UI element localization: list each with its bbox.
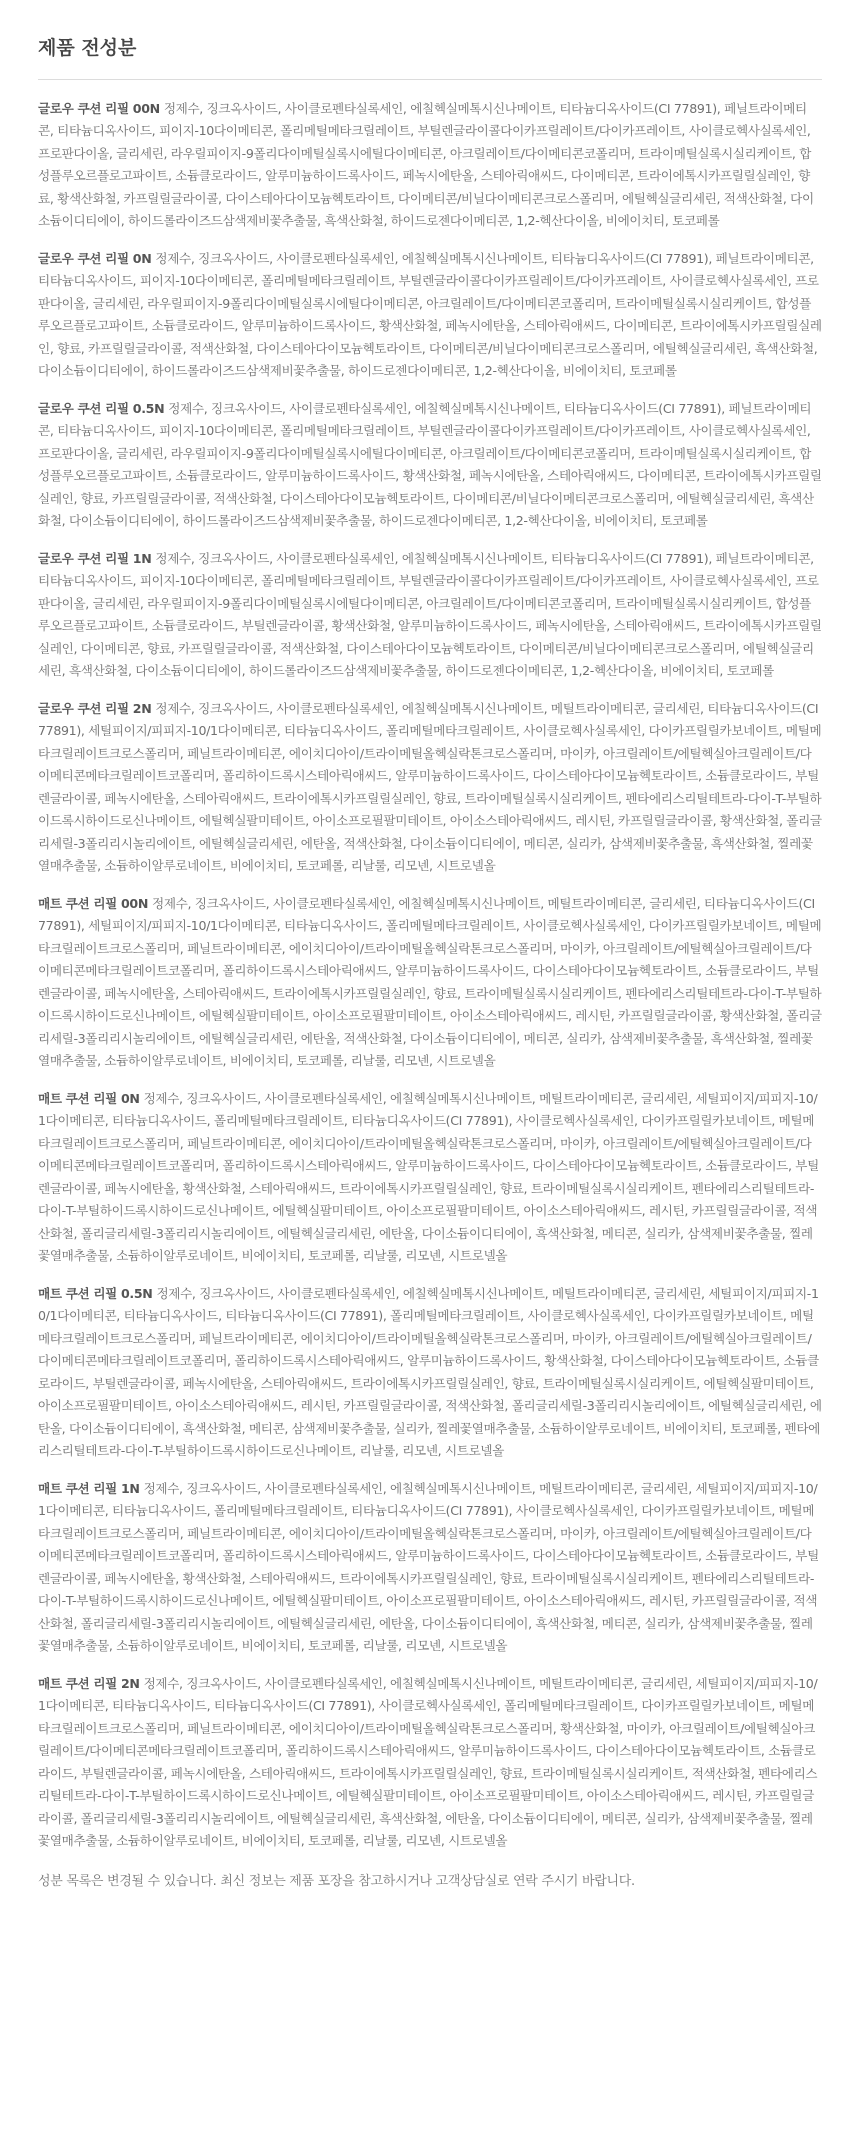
product-entry [38,698,822,878]
product-ingredients: 정제수, 징크옥사이드, 사이클로펜타실록세인, 에칠헥실메톡시신나메이트, 티타늄디옥사이드(CI 77891), 페닐트라이메티콘, 티타늄디옥사이드, 피이지-10다이메티콘, 폴리메틸메타크릴레이트, 부틸렌글라이콜다이카프릴레이트/다이카프레이트, 사이클로헥사실록세인, 프로판다이올, 글리세린, 라우릴피이지-9폴리다이메틸실록시에틸다이메티콘, 아크릴레이트/다이메티콘코폴리머, 트라이메틸실록시실리케이트, 합성플루오르플로고파이트, 소듐클로라이드, 알루미늄하이드록사이드, 황색산화철, 페녹시에탄올, 스테아릭애씨드, 다이메티콘, 트라이에톡시카프릴릴실레인, 향료, 카프릴릴글라이콜, 적색산화철, 다이스테아다이모늄헥토라이트, 다이메티콘/비닐다이메티콘크로스폴리머, 에틸헥실글리세린, 흑색산화철, 다이소듐이디티에이, 하이드롤라이즈드삼색제비꽃추출물, 하이드로젠다이메티콘, 1,2-헥산다이올, 비에이치티, 토코페롤 [38,250,822,379]
product-ingredients: 정제수, 징크옥사이드, 사이클로펜타실록세인, 에칠헥실메톡시신나메이트, 티타늄디옥사이드(CI 77891), 페닐트라이메티콘, 티타늄디옥사이드, 피이지-10다이메티콘, 폴리메틸메타크릴레이트, 부틸렌글라이콜다이카프릴레이트/다이카프레이트, 사이클로헥사실록세인, 프로판다이올, 글리세린, 라우릴피이지-9폴리다이메틸실록시에틸다이메티콘, 아크릴레이트/다이메티콘코폴리머, 트라이메틸실록시실리케이트, 합성플루오르플로고파이트, 소듐클로라이드, 알루미늄하이드록사이드, 황색산화철, 페녹시에탄올, 스테아릭애씨드, 다이메티콘, 트라이에톡시카프릴릴실레인, 향료, 카프릴릴글라이콜, 적색산화철, 다이스테아다이모늄헥토라이트, 다이메티콘/비닐다이메티콘크로스폴리머, 에틸헥실글리세린, 흑색산화철, 다이소듐이디티에이, 하이드롤라이즈드삼색제비꽃추출물, 하이드로젠다이메티콘, 1,2-헥산다이올, 비에이치티, 토코페롤 [38,400,822,529]
page-title: 제품 전성분 [38,36,822,80]
product-name: 글로우 쿠션 리필 1N [38,550,152,566]
product-ingredients: 정제수, 징크옥사이드, 사이클로펜타실록세인, 에칠헥실메톡시신나메이트, 티타늄디옥사이드(CI 77891), 페닐트라이메티콘, 티타늄디옥사이드, 피이지-10다이메티콘, 폴리메틸메타크릴레이트, 부틸렌글라이콜다이카프릴레이트/다이카프레이트, 사이클로헥사실록세인, 프로판다이올, 글리세린, 라우릴피이지-9폴리다이메틸실록시에틸다이메티콘, 아크릴레이트/다이메티콘코폴리머, 트라이메틸실록시실리케이트, 합성플루오르플로고파이트, 소듐클로라이드, 부틸렌글라이콜, 황색산화철, 알루미늄하이드록사이드, 페녹시에탄올, 스테아릭애씨드, 트라이에톡시카프릴릴실레인, 다이메티콘, 향료, 카프릴릴글라이콜, 적색산화철, 다이스테아다이모늄헥토라이트, 다이메티콘/비닐다이메티콘크로스폴리머, 에틸헥실글리세린, 흑색산화철, 다이소듐이디티에이, 하이드롤라이즈드삼색제비꽃추출물, 하이드로젠다이메티콘, 1,2-헥산다이올, 비에이치티, 토코페롤 [38,550,822,679]
product-entry [38,1283,822,1463]
product-entry [38,893,822,1073]
product-name: 글로우 쿠션 리필 2N [38,700,152,716]
product-entry [38,98,822,233]
product-entry [38,1088,822,1268]
product-name: 매트 쿠션 리필 0.5N [38,1285,153,1301]
product-entry [38,1478,822,1658]
product-entry [38,1673,822,1853]
product-entry [38,548,822,683]
product-name: 글로우 쿠션 리필 00N [38,100,160,116]
product-name: 매트 쿠션 리필 2N [38,1675,140,1691]
product-ingredients: 정제수, 징크옥사이드, 사이클로펜타실록세인, 에칠헥실메톡시신나메이트, 티타늄디옥사이드(CI 77891), 페닐트라이메티콘, 티타늄디옥사이드, 피이지-10다이메티콘, 폴리메틸메타크릴레이트, 부틸렌글라이콜다이카프릴레이트/다이카프레이트, 사이클로헥사실록세인, 프로판다이올, 글리세린, 라우릴피이지-9폴리다이메틸실록시에틸다이메티콘, 아크릴레이트/다이메티콘코폴리머, 트라이메틸실록시실리케이트, 합성플루오르플로고파이트, 소듐클로라이드, 알루미늄하이드록사이드, 페녹시에탄올, 스테아릭애씨드, 다이메티콘, 트라이에톡시카프릴릴실레인, 향료, 황색산화철, 카프릴릴글라이콜, 다이스테아다이모늄헥토라이트, 다이메티콘/비닐다이메티콘크로스폴리머, 에틸헥실글리세린, 적색산화철, 다이소듐이디티에이, 하이드롤라이즈드삼색제비꽃추출물, 흑색산화철, 하이드로젠다이메티콘, 1,2-헥산다이올, 비에이치티, 토코페롤 [38,100,814,229]
product-ingredients: 정제수, 징크옥사이드, 사이클로펜타실록세인, 에칠헥실메톡시신나메이트, 메틸트라이메티콘, 글리세린, 티타늄디옥사이드(CI 77891), 세틸피이지/피피지-10/1다이메티콘, 티타늄디옥사이드, 폴리메틸메타크릴레이트, 사이클로헥사실록세인, 다이카프릴릴카보네이트, 메틸메타크릴레이트크로스폴리머, 페닐트라이메티콘, 에이치디아이/트라이메틸올헥실락톤크로스폴리머, 마이카, 아크릴레이트/에틸헥실아크릴레이트/다이메티콘메타크릴레이트코폴리머, 폴리하이드록시스테아릭애씨드, 알루미늄하이드록사이드, 다이스테아다이모늄헥토라이트, 소듐클로라이드, 부틸렌글라이콜, 페녹시에탄올, 스테아릭애씨드, 트라이에톡시카프릴릴실레인, 향료, 트라이메틸실록시실리케이트, 펜타에리스리틸테트라-다이-T-부틸하이드록시하이드로신나메이트, 에틸헥실팔미테이트, 아이소프로필팔미테이트, 아이소스테아릭애씨드, 레시틴, 카프릴릴글라이콜, 황색산화철, 폴리글리세릴-3폴리리시놀리에이트, 에틸헥실글리세린, 에탄올, 적색산화철, 다이소듐이디티에이, 메티콘, 실리카, 삼색제비꽃추출물, 흑색산화철, 찔레꽃열매추출물, 소듐하이알루로네이트, 비에이치티, 토코페롤, 리날룰, 리모넨, 시트로넬올 [38,895,822,1069]
product-entry [38,248,822,383]
product-name: 글로우 쿠션 리필 0N [38,250,152,266]
product-ingredients: 정제수, 징크옥사이드, 사이클로펜타실록세인, 에칠헥실메톡시신나메이트, 메틸트라이메티콘, 글리세린, 세틸피이지/피피지-10/1다이메티콘, 티타늄디옥사이드, 폴리메틸메타크릴레이트, 티타늄디옥사이드(CI 77891), 사이클로헥사실록세인, 다이카프릴릴카보네이트, 메틸메타크릴레이트크로스폴리머, 페닐트라이메티콘, 에이치디아이/트라이메틸올헥실락톤크로스폴리머, 마이카, 아크릴레이트/에틸헥실아크릴레이트/다이메티콘메타크릴레이트코폴리머, 폴리하이드록시스테아릭애씨드, 알루미늄하이드록사이드, 다이스테아다이모늄헥토라이트, 소듐클로라이드, 부틸렌글라이콜, 페녹시에탄올, 황색산화철, 스테아릭애씨드, 트라이에톡시카프릴릴실레인, 향료, 트라이메틸실록시실리케이트, 펜타에리스리틸테트라-다이-T-부틸하이드록시하이드로신나메이트, 에틸헥실팔미테이트, 아이소프로필팔미테이트, 아이소스테아릭애씨드, 레시틴, 카프릴릴글라이콜, 적색산화철, 폴리글리세릴-3폴리리시놀리에이트, 에틸헥실글리세린, 에탄올, 다이소듐이디티에이, 흑색산화철, 메티콘, 실리카, 삼색제비꽃추출물, 찔레꽃열매추출물, 소듐하이알루로네이트, 비에이치티, 토코페롤, 리날룰, 리모넨, 시트로넬올 [38,1090,819,1264]
product-entry [38,398,822,533]
disclaimer-note: 성분 목록은 변경될 수 있습니다. 최신 정보는 제품 포장을 참고하시거나 고객상담실로 연락 주시기 바랍니다. [38,1873,635,1889]
product-name: 글로우 쿠션 리필 0.5N [38,400,165,416]
ingredient-list [38,98,822,1853]
product-ingredients: 정제수, 징크옥사이드, 사이클로펜타실록세인, 에칠헥실메톡시신나메이트, 메틸트라이메티콘, 글리세린, 티타늄디옥사이드(CI 77891), 세틸피이지/피피지-10/1다이메티콘, 티타늄디옥사이드, 폴리메틸메타크릴레이트, 사이클로헥사실록세인, 다이카프릴릴카보네이트, 메틸메타크릴레이트크로스폴리머, 페닐트라이메티콘, 에이치디아이/트라이메틸올헥실락톤크로스폴리머, 마이카, 아크릴레이트/에틸헥실아크릴레이트/다이메티콘메타크릴레이트코폴리머, 폴리하이드록시스테아릭애씨드, 알루미늄하이드록사이드, 다이스테아다이모늄헥토라이트, 소듐클로라이드, 부틸렌글라이콜, 페녹시에탄올, 스테아릭애씨드, 트라이에톡시카프릴릴실레인, 향료, 트라이메틸실록시실리케이트, 펜타에리스리틸테트라-다이-T-부틸하이드록시하이드로신나메이트, 에틸헥실팔미테이트, 아이소프로필팔미테이트, 아이소스테아릭애씨드, 레시틴, 카프릴릴글라이콜, 황색산화철, 폴리글리세릴-3폴리리시놀리에이트, 에틸헥실글리세린, 에탄올, 적색산화철, 다이소듐이디티에이, 메티콘, 실리카, 삼색제비꽃추출물, 흑색산화철, 찔레꽃열매추출물, 소듐하이알루로네이트, 비에이치티, 토코페롤, 리날룰, 리모넨, 시트로넬올 [38,700,822,874]
product-name: 매트 쿠션 리필 00N [38,895,149,911]
product-ingredients: 정제수, 징크옥사이드, 사이클로펜타실록세인, 에칠헥실메톡시신나메이트, 메틸트라이메티콘, 글리세린, 세틸피이지/피피지-10/1다이메티콘, 티타늄디옥사이드, 폴리메틸메타크릴레이트, 티타늄디옥사이드(CI 77891), 사이클로헥사실록세인, 다이카프릴릴카보네이트, 메틸메타크릴레이트크로스폴리머, 페닐트라이메티콘, 에이치디아이/트라이메틸올헥실락톤크로스폴리머, 마이카, 아크릴레이트/에틸헥실아크릴레이트/다이메티콘메타크릴레이트코폴리머, 폴리하이드록시스테아릭애씨드, 알루미늄하이드록사이드, 다이스테아다이모늄헥토라이트, 소듐클로라이드, 부틸렌글라이콜, 페녹시에탄올, 황색산화철, 스테아릭애씨드, 트라이에톡시카프릴릴실레인, 향료, 트라이메틸실록시실리케이트, 펜타에리스리틸테트라-다이-T-부틸하이드록시하이드로신나메이트, 에틸헥실팔미테이트, 아이소프로필팔미테이트, 아이소스테아릭애씨드, 레시틴, 카프릴릴글라이콜, 적색산화철, 폴리글리세릴-3폴리리시놀리에이트, 에틸헥실글리세린, 에탄올, 다이소듐이디티에이, 흑색산화철, 메티콘, 실리카, 삼색제비꽃추출물, 찔레꽃열매추출물, 소듐하이알루로네이트, 비에이치티, 토코페롤, 리날룰, 리모넨, 시트로넬올 [38,1480,819,1654]
product-ingredients: 정제수, 징크옥사이드, 사이클로펜타실록세인, 에칠헥실메톡시신나메이트, 메틸트라이메티콘, 글리세린, 세틸피이지/피피지-10/1다이메티콘, 티타늄디옥사이드, 티타늄디옥사이드(CI 77891), 폴리메틸메타크릴레이트, 사이클로헥사실록세인, 다이카프릴릴카보네이트, 메틸메타크릴레이트크로스폴리머, 페닐트라이메티콘, 에이치디아이/트라이메틸올헥실락톤크로스폴리머, 마이카, 아크릴레이트/에틸헥실아크릴레이트/다이메티콘메타크릴레이트코폴리머, 폴리하이드록시스테아릭애씨드, 알루미늄하이드록사이드, 황색산화철, 다이스테아다이모늄헥토라이트, 소듐클로라이드, 부틸렌글라이콜, 페녹시에탄올, 스테아릭애씨드, 트라이에톡시카프릴릴실레인, 향료, 트라이메틸실록시실리케이트, 에틸헥실팔미테이트, 아이소프로필팔미테이트, 아이소스테아릭애씨드, 레시틴, 카프릴릴글라이콜, 적색산화철, 폴리글리세릴-3폴리리시놀리에이트, 에틸헥실글리세린, 에탄올, 다이소듐이디티에이, 흑색산화철, 메티콘, 삼색제비꽃추출물, 실리카, 찔레꽃열매추출물, 소듐하이알루로네이트, 비에이치티, 토코페롤, 펜타에리스리틸테트라-다이-T-부틸하이드록시하이드로신나메이트, 리날룰, 리모넨, 시트로넬올 [38,1285,822,1459]
product-ingredients: 정제수, 징크옥사이드, 사이클로펜타실록세인, 에칠헥실메톡시신나메이트, 메틸트라이메티콘, 글리세린, 세틸피이지/피피지-10/1다이메티콘, 티타늄디옥사이드, 티타늄디옥사이드(CI 77891), 사이클로헥사실록세인, 폴리메틸메타크릴레이트, 다이카프릴릴카보네이트, 메틸메타크릴레이트크로스폴리머, 페닐트라이메티콘, 에이치디아이/트라이메틸올헥실락톤크로스폴리머, 황색산화철, 마이카, 아크릴레이트/에틸헥실아크릴레이트/다이메티콘메타크릴레이트코폴리머, 폴리하이드록시스테아릭애씨드, 알루미늄하이드록사이드, 다이스테아다이모늄헥토라이트, 소듐클로라이드, 부틸렌글라이콜, 페녹시에탄올, 스테아릭애씨드, 트라이에톡시카프릴릴실레인, 향료, 트라이메틸실록시실리케이트, 적색산화철, 펜타에리스리틸테트라-다이-T-부틸하이드록시하이드로신나메이트, 에틸헥실팔미테이트, 아이소프로필팔미테이트, 아이소스테아릭애씨드, 레시틴, 카프릴릴글라이콜, 폴리글리세릴-3폴리리시놀리에이트, 에틸헥실글리세린, 흑색산화철, 에탄올, 다이소듐이디티에이, 메티콘, 실리카, 삼색제비꽃추출물, 찔레꽃열매추출물, 소듐하이알루로네이트, 비에이치티, 토코페롤, 리날룰, 리모넨, 시트로넬올 [38,1675,818,1849]
product-name: 매트 쿠션 리필 0N [38,1090,140,1106]
product-name: 매트 쿠션 리필 1N [38,1480,140,1496]
